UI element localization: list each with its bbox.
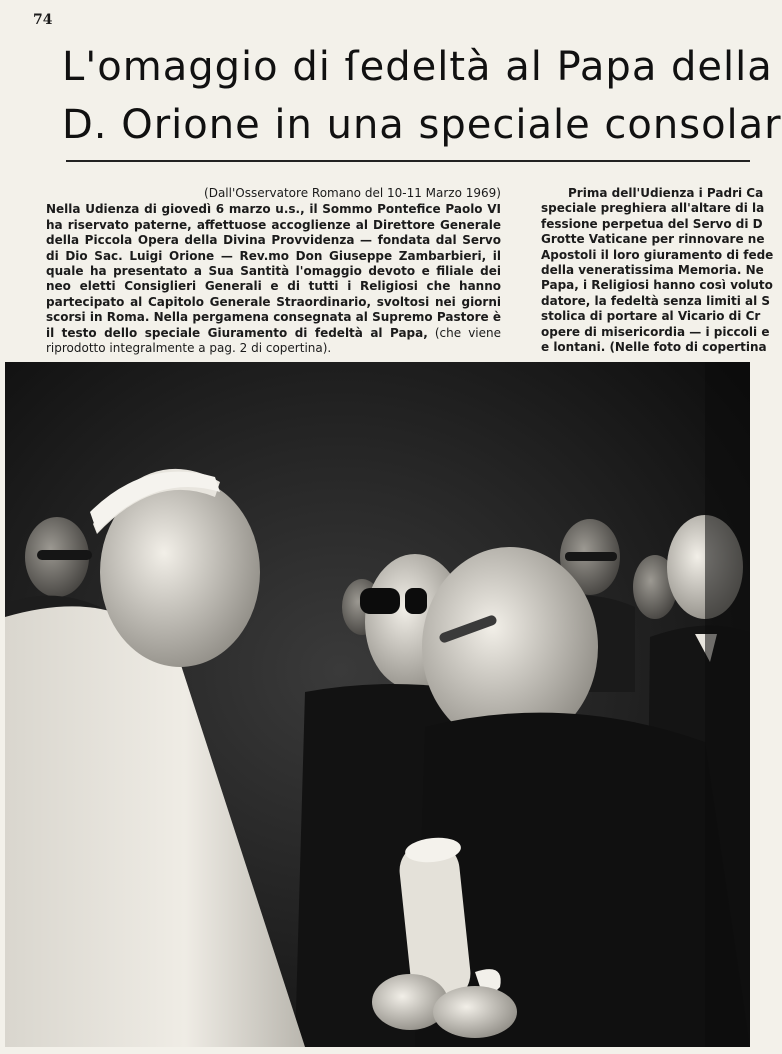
side-line: opere di misericordia — i piccoli e: [541, 324, 770, 339]
article-body: [46, 202, 501, 356]
title-line-1: L'omaggio di ſedeltà al Papa della: [62, 44, 773, 90]
side-line: Prima dell'Udienza i Padri Ca: [568, 186, 764, 200]
side-line: Papa, i Religiosi hanno così voluto: [541, 278, 773, 293]
article-column: [46, 186, 501, 356]
side-line: datore, la fedeltà senza limiti al S: [541, 293, 771, 308]
side-line: della veneratissima Memoria. Ne: [541, 263, 764, 278]
photo-image: [5, 362, 750, 1047]
article-body-bold: Nella Udienza di giovedì 6 marzo u.s., il Sommo Pontefice Paolo VI ha riservato paterne, affettuose accoglienze al Direttore Generale della Piccola Opera della Divina Provvidenza — fondata dal Servo di Dio Sac. Luigi Orione — Rev.mo Don Giuseppe Zambarbieri, il quale ha presentato a Sua Santità l'omaggio devoto e filiale dei neo eletti Consiglieri Generali e di tutti i Religiosi che hanno partecipato al Capitolo Generale Straordinario, svoltosi nei giorni scorsi in Roma. Nella pergamena consegnata al Supremo Pastore è il testo dello speciale Giuramento di fedeltà al Papa,: [46, 202, 501, 340]
page-title: [62, 38, 782, 154]
side-line: speciale preghiera all'altare di la: [541, 201, 765, 216]
side-line: Grotte Vaticane per rinnovare ne: [541, 232, 765, 247]
side-line: stolica di portare al Vicario di Cr: [541, 309, 761, 324]
article-body-plain: (che viene riprodotto integralmente a pag. 2 di copertina).: [46, 325, 502, 356]
title-divider: [66, 160, 750, 162]
side-line: e lontani. (Nelle foto di copertina: [541, 340, 767, 355]
side-column: [541, 186, 774, 355]
title-line-2: D. Orione in una speciale consolar: [62, 102, 782, 148]
side-line: fessione perpetua del Servo di D: [541, 216, 763, 231]
page-number: 74: [33, 12, 53, 28]
photograph: [5, 362, 750, 1047]
side-line: Apostoli il loro giuramento di fede: [541, 247, 774, 262]
article-source: (Dall'Osservatore Romano del 10-11 Marzo 1969): [204, 186, 501, 200]
